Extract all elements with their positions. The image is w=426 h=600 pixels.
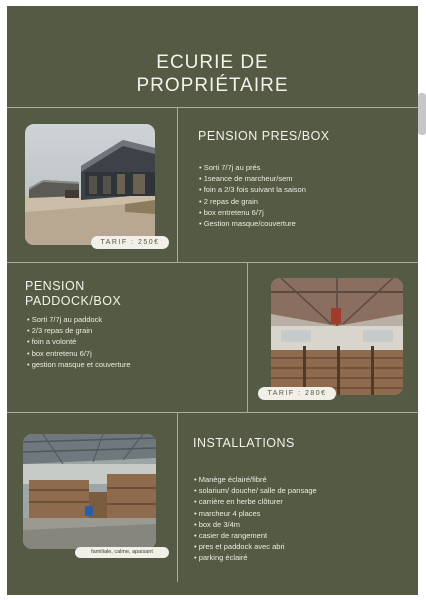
list-item: • box entretenu 6/7j <box>27 348 237 359</box>
list-item: • Sorti 7/7j au paddock <box>27 314 237 325</box>
divider-vertical-1 <box>177 107 178 262</box>
price-tag-pension-paddock: TARIF : 280€ <box>258 387 336 400</box>
list-item: • 1seance de marcheur/sem <box>199 173 409 184</box>
list-item: • solarium/ douche/ salle de pansage <box>194 485 409 496</box>
installations-title: INSTALLATIONS <box>193 436 295 450</box>
list-item: • marcheur 4 places <box>194 508 409 519</box>
barn-storage-photo <box>23 434 156 549</box>
list-item: • casier de rangement <box>194 530 409 541</box>
divider-top <box>7 107 418 108</box>
divider-bottom <box>7 412 418 413</box>
list-item: • pres et paddock avec abri <box>194 541 409 552</box>
list-item: • box de 3/4m <box>194 519 409 530</box>
page-title-line1: ECURIE DE <box>156 52 269 73</box>
page-title <box>7 51 418 97</box>
list-item: • 2/3 repas de grain <box>27 325 237 336</box>
list-item: • gestion masque et couverture <box>27 359 237 370</box>
divider-vertical-2 <box>247 262 248 412</box>
scrollbar-thumb[interactable] <box>418 93 426 135</box>
pension-pres-list <box>199 162 409 229</box>
pension-paddock-title-line2: PADDOCK/BOX <box>25 294 122 308</box>
list-item: • foin a 2/3 fois suivant la saison <box>199 184 409 195</box>
pension-paddock-title-line1: PENSION <box>25 279 85 293</box>
price-tag-pension-pres: TARIF : 250€ <box>91 236 169 249</box>
list-item: • 2 repas de grain <box>199 196 409 207</box>
stable-exterior-photo <box>25 124 155 245</box>
list-item: • parking éclairé <box>194 552 409 563</box>
pension-paddock-list <box>27 314 237 370</box>
list-item: • Manège éclairé/fibré <box>194 474 409 485</box>
stable-interior-photo <box>271 278 403 395</box>
caption-badge: familiale, calme, apaisant <box>75 547 169 558</box>
list-item: • carrière en herbe clôturer <box>194 496 409 507</box>
divider-middle <box>7 262 418 263</box>
list-item: • Gestion masque/couverture <box>199 218 409 229</box>
list-item: • foin a volonté <box>27 336 237 347</box>
pension-paddock-title <box>25 279 121 309</box>
page-title-line2: PROPRIÉTAIRE <box>136 75 289 96</box>
pension-pres-title: PENSION PRES/BOX <box>198 129 330 143</box>
list-item: • box entretenu 6/7j <box>199 207 409 218</box>
list-item: • Sorti 7/7j au prés <box>199 162 409 173</box>
installations-list <box>194 474 409 564</box>
divider-vertical-3 <box>177 412 178 582</box>
flyer-page <box>7 6 418 595</box>
